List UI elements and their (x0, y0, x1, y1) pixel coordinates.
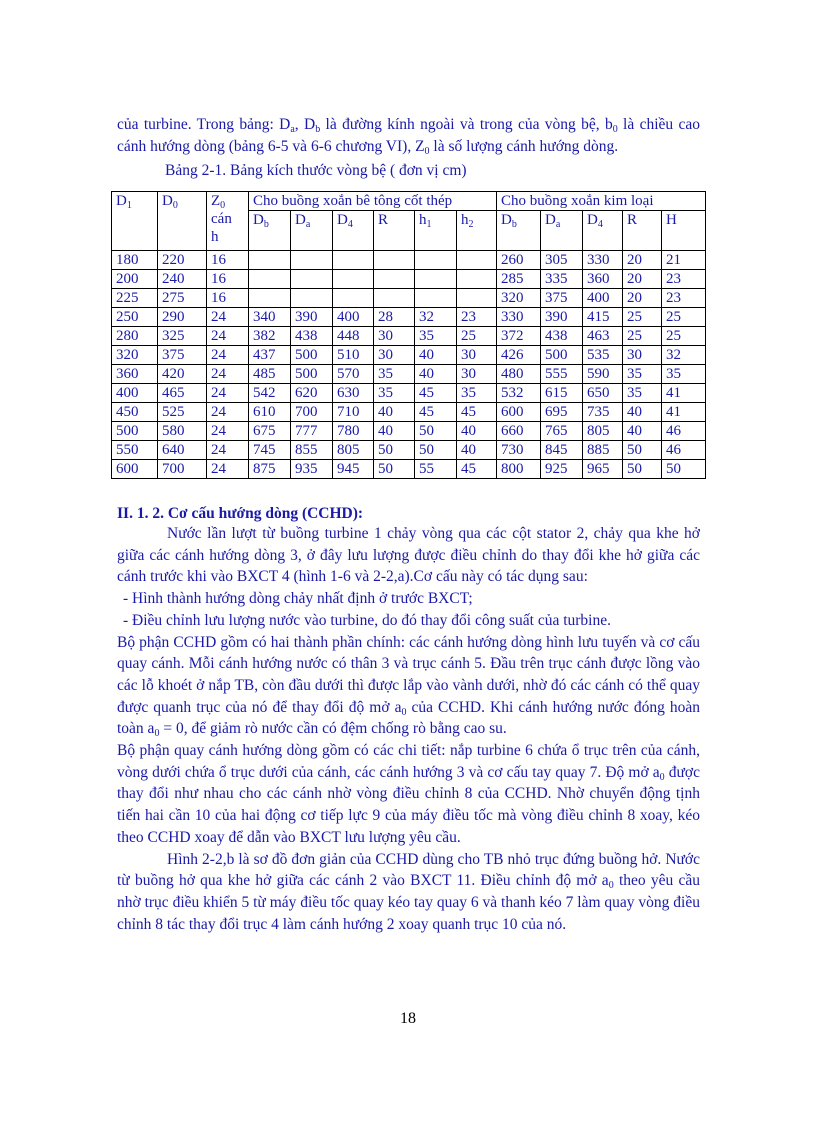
table-cell: 777 (291, 422, 333, 441)
intro-paragraph (117, 114, 700, 158)
table-cell: 935 (291, 460, 333, 479)
table-cell (457, 251, 497, 270)
table-cell: 40 (374, 422, 415, 441)
table-cell: 40 (374, 403, 415, 422)
table-cell: 20 (623, 270, 662, 289)
table-cell: 20 (623, 289, 662, 308)
table-cell: 35 (457, 384, 497, 403)
table-cell: 765 (541, 422, 583, 441)
subheader-cell: H (662, 211, 706, 251)
table-cell: 805 (333, 441, 374, 460)
table-cell: 35 (374, 365, 415, 384)
table-cell (291, 251, 333, 270)
table-cell: 290 (158, 308, 207, 327)
table-cell: 30 (457, 346, 497, 365)
subheader-cell: $D_b$ (249, 211, 291, 251)
table-cell: 610 (249, 403, 291, 422)
header-D1: $D_1$ (112, 192, 158, 251)
intro-text: là số lượng cánh hướng dòng. (429, 138, 619, 155)
table-cell: 780 (333, 422, 374, 441)
table-cell: 23 (662, 289, 706, 308)
table-row (112, 327, 706, 346)
table-cell (415, 289, 457, 308)
table-cell: 325 (158, 327, 207, 346)
table-cell: 925 (541, 460, 583, 479)
table-cell: 675 (249, 422, 291, 441)
table-cell (333, 270, 374, 289)
table-cell: 275 (158, 289, 207, 308)
table-cell: 50 (415, 441, 457, 460)
table-cell: 40 (415, 365, 457, 384)
table-cell: 845 (541, 441, 583, 460)
table-cell: 463 (583, 327, 623, 346)
table-cell: 24 (207, 308, 249, 327)
table-cell (374, 270, 415, 289)
subheader-cell: $D_b$ (497, 211, 541, 251)
subheader-cell: $D_4$ (333, 211, 374, 251)
table-cell: 360 (583, 270, 623, 289)
table-cell: 375 (158, 346, 207, 365)
table-cell: 965 (583, 460, 623, 479)
table-cell: 650 (583, 384, 623, 403)
table-cell: 25 (623, 327, 662, 346)
table-cell: 320 (497, 289, 541, 308)
table-cell: 465 (158, 384, 207, 403)
table-cell: 24 (207, 346, 249, 365)
table-cell: 735 (583, 403, 623, 422)
table-cell: 50 (623, 441, 662, 460)
subscript: 0 (612, 124, 618, 135)
table-cell (457, 289, 497, 308)
paragraph-1: Nước lần lượt từ buồng turbine 1 chảy vòng qua các cột stator 2, chảy qua khe hở giữa các cánh hướng dòng 3, ở đây lưu lượng được điều chỉnh do thay đổi khe hở giữa các cánh trước khi vào BXCT 4 (hình 1-6 và 2-2,a).Cơ cấu này có tác dụng sau: (117, 525, 700, 586)
table-cell: 200 (112, 270, 158, 289)
page-number: 18 (400, 1010, 416, 1027)
table-cell: 448 (333, 327, 374, 346)
table-cell: 875 (249, 460, 291, 479)
table-cell: 480 (497, 365, 541, 384)
table-cell: 710 (333, 403, 374, 422)
table-body (112, 251, 706, 479)
table-cell: 945 (333, 460, 374, 479)
table-cell: 32 (415, 308, 457, 327)
table-cell: 250 (112, 308, 158, 327)
table-cell: 30 (457, 365, 497, 384)
table-cell: 16 (207, 270, 249, 289)
table-cell: 30 (374, 346, 415, 365)
table-cell: 46 (662, 441, 706, 460)
paragraph-4: Hình 2-2,b là sơ đồ đơn giản của CCHD dùng cho TB nhỏ trục đứng buồng hở. Nước từ buồng hở qua khe hở giữa các cánh 2 vào BXCT 11. Điều chỉnh độ mở $a_0$ theo yêu cầu nhờ trục điều khiển 5 từ máy điều tốc quay kéo tay quay 6 và thanh kéo 7 làm quay vòng điều chỉnh 8 tác thay đổi trục 4 làm cánh hướng 2 xoay quanh trục 10 của nó. (117, 850, 701, 933)
table-cell: 50 (623, 460, 662, 479)
table-cell: 390 (541, 308, 583, 327)
subheader-cell: $D_a$ (541, 211, 583, 251)
table-cell: 535 (583, 346, 623, 365)
table-cell: 320 (112, 346, 158, 365)
table-cell: 23 (457, 308, 497, 327)
table-cell (291, 289, 333, 308)
table-cell: 40 (623, 422, 662, 441)
intro-text: , D (294, 116, 316, 133)
table-cell: 260 (497, 251, 541, 270)
table-cell: 35 (415, 327, 457, 346)
table-cell: 41 (662, 403, 706, 422)
table-cell: 280 (112, 327, 158, 346)
header-D0: $D_0$ (158, 192, 207, 251)
table-cell: 382 (249, 327, 291, 346)
table-cell: 24 (207, 403, 249, 422)
table-row (112, 251, 706, 270)
table-cell: 700 (291, 403, 333, 422)
table-cell: 542 (249, 384, 291, 403)
bullet-2: - Điều chỉnh lưu lượng nước vào turbine, do đó thay đổi công suất của turbine. (123, 611, 611, 629)
table-cell: 55 (415, 460, 457, 479)
table-cell: 437 (249, 346, 291, 365)
table-cell: 400 (583, 289, 623, 308)
table-cell: 805 (583, 422, 623, 441)
table-cell: 35 (374, 384, 415, 403)
table-cell: 485 (249, 365, 291, 384)
table-cell: 800 (497, 460, 541, 479)
table-cell: 180 (112, 251, 158, 270)
table-cell: 40 (457, 422, 497, 441)
table-cell: 500 (112, 422, 158, 441)
table-cell: 24 (207, 460, 249, 479)
table-cell: 30 (623, 346, 662, 365)
table-cell: 50 (662, 460, 706, 479)
subheader-cell: $h_1$ (415, 211, 457, 251)
table-cell (249, 289, 291, 308)
table-cell: 50 (415, 422, 457, 441)
table-row (112, 460, 706, 479)
table-cell: 600 (497, 403, 541, 422)
table-cell: 24 (207, 422, 249, 441)
subscript: 0 (424, 146, 430, 157)
header-group-metal: Cho buồng xoắn kim loại (497, 192, 706, 211)
table-cell: 390 (291, 308, 333, 327)
table-cell: 450 (112, 403, 158, 422)
table-cell: 695 (541, 403, 583, 422)
intro-text: là chiều cao cánh hướng dòng (bảng 6-5 và 6-6 chương VI), Z (117, 116, 700, 155)
paragraph-2: Bộ phận CCHD gồm có hai thành phần chính: các cánh hướng dòng hình lưu tuyến và cơ cấu quay cánh. Mỗi cánh hướng nước có thân 3 và trục cánh 5. Đầu trên trục cánh được lồng vào các lỗ khoét ở nắp TB, còn đầu dưới thì được lắp vào vành dưới, nhờ đó các cánh có thể quay được quanh trục của nó để thay đổi độ mở $a_0$ của CCHD. Khi cánh hướng nước đóng hoàn toàn $a_0 = 0$, để giảm rò nước cần có đệm chống rò bằng cao su. (117, 633, 700, 740)
table-cell: 730 (497, 441, 541, 460)
table-row (112, 422, 706, 441)
table-cell: 500 (541, 346, 583, 365)
table-cell (291, 270, 333, 289)
intro-text: là đường kính ngoài và trong của vòng bệ, b (320, 116, 613, 133)
table-row (112, 289, 706, 308)
table-cell (333, 289, 374, 308)
table-cell (374, 289, 415, 308)
header-Z0: $Z_0$ cán h (207, 192, 249, 251)
table-cell: 40 (415, 346, 457, 365)
table-cell: 35 (623, 365, 662, 384)
table-cell: 885 (583, 441, 623, 460)
subheader-cell: $D_a$ (291, 211, 333, 251)
table-cell: 590 (583, 365, 623, 384)
subheader-cell: R (623, 211, 662, 251)
table-row (112, 384, 706, 403)
table-row (112, 308, 706, 327)
table-cell: 330 (583, 251, 623, 270)
table-cell: 305 (541, 251, 583, 270)
table-cell: 50 (374, 460, 415, 479)
table-cell: 855 (291, 441, 333, 460)
table-cell: 20 (623, 251, 662, 270)
table-row (112, 365, 706, 384)
table-cell (415, 251, 457, 270)
table-cell: 745 (249, 441, 291, 460)
table-cell: 415 (583, 308, 623, 327)
table-cell (249, 251, 291, 270)
table-cell: 24 (207, 384, 249, 403)
table-cell (415, 270, 457, 289)
table-cell: 240 (158, 270, 207, 289)
intro-text: của turbine. Trong bảng: D (117, 116, 291, 133)
table-cell: 21 (662, 251, 706, 270)
table-cell: 438 (541, 327, 583, 346)
subscript: b (315, 124, 321, 135)
table-header-row (112, 192, 706, 211)
table-cell: 45 (415, 403, 457, 422)
table-cell: 700 (158, 460, 207, 479)
table-cell: 335 (541, 270, 583, 289)
table-cell: 25 (662, 327, 706, 346)
table-cell: 630 (333, 384, 374, 403)
table-cell (374, 251, 415, 270)
table-cell: 532 (497, 384, 541, 403)
table-cell: 16 (207, 289, 249, 308)
table-cell (249, 270, 291, 289)
table-cell: 24 (207, 441, 249, 460)
table-cell: 438 (291, 327, 333, 346)
table-cell: 35 (662, 365, 706, 384)
table-cell: 50 (374, 441, 415, 460)
table-cell: 220 (158, 251, 207, 270)
table-cell: 640 (158, 441, 207, 460)
table-cell: 28 (374, 308, 415, 327)
table-row (112, 441, 706, 460)
table-cell: 285 (497, 270, 541, 289)
table-cell: 375 (541, 289, 583, 308)
table-cell (457, 270, 497, 289)
table-cell: 45 (415, 384, 457, 403)
table-cell: 35 (623, 384, 662, 403)
subscript: a (290, 124, 295, 135)
paragraph-3: Bộ phận quay cánh hướng dòng gồm có các chi tiết: nắp turbine 6 chứa ổ trục trên của cánh, vòng dưới chứa ổ trục dưới của cánh, các cánh hướng 3 và cơ cấu tay quay 7. Độ mở $a_0$ được thay đổi như nhau cho các cánh nhờ vòng điều chỉnh 8 của CCHD. Nhờ chuyển động tịnh tiến hai cần 10 của hai động cơ tiếp lực 9 của máy điều tốc mà vòng điều chỉnh 8 xoay, kéo theo CCHD xoay để dẫn vào BXCT lưu lượng yêu cầu. (117, 742, 701, 846)
table-cell: 555 (541, 365, 583, 384)
table-cell: 24 (207, 365, 249, 384)
table-cell: 420 (158, 365, 207, 384)
table-cell: 360 (112, 365, 158, 384)
bullet-1: - Hình thành hướng dòng chảy nhất định ở trước BXCT; (123, 590, 473, 608)
table-row (112, 403, 706, 422)
table-cell: 400 (333, 308, 374, 327)
table-row (112, 346, 706, 365)
subheader-cell: $D_4$ (583, 211, 623, 251)
table-cell: 426 (497, 346, 541, 365)
table-caption: Bảng 2-1. Bảng kích thước vòng bệ ( đơn vị cm) (165, 162, 467, 179)
table-cell: 330 (497, 308, 541, 327)
table-cell: 225 (112, 289, 158, 308)
subheader-cell: R (374, 211, 415, 251)
table-cell: 500 (291, 365, 333, 384)
table-cell: 25 (623, 308, 662, 327)
table-cell: 45 (457, 460, 497, 479)
table-cell: 400 (112, 384, 158, 403)
table-cell: 580 (158, 422, 207, 441)
table-cell: 615 (541, 384, 583, 403)
table-cell: 620 (291, 384, 333, 403)
table-cell: 25 (457, 327, 497, 346)
table-cell: 372 (497, 327, 541, 346)
table-cell: 660 (497, 422, 541, 441)
table-cell: 550 (112, 441, 158, 460)
table-cell: 32 (662, 346, 706, 365)
table-cell: 525 (158, 403, 207, 422)
table-cell: 510 (333, 346, 374, 365)
table-cell: 16 (207, 251, 249, 270)
table-cell: 25 (662, 308, 706, 327)
table-cell: 46 (662, 422, 706, 441)
table-cell (333, 251, 374, 270)
table-cell: 41 (662, 384, 706, 403)
dimension-table (111, 191, 706, 479)
table-cell: 23 (662, 270, 706, 289)
table-cell: 500 (291, 346, 333, 365)
table-cell: 40 (457, 441, 497, 460)
table-cell: 45 (457, 403, 497, 422)
table-cell: 600 (112, 460, 158, 479)
table-cell: 40 (623, 403, 662, 422)
table-cell: 340 (249, 308, 291, 327)
table-cell: 24 (207, 327, 249, 346)
table-cell: 30 (374, 327, 415, 346)
table-cell: 570 (333, 365, 374, 384)
subheader-cell: $h_2$ (457, 211, 497, 251)
table-row (112, 270, 706, 289)
section-body (117, 523, 700, 935)
header-group-concrete: Cho buồng xoắn bê tông cốt thép (249, 192, 497, 211)
section-title: II. 1. 2. Cơ cấu hướng dòng (CCHD): (117, 505, 364, 522)
